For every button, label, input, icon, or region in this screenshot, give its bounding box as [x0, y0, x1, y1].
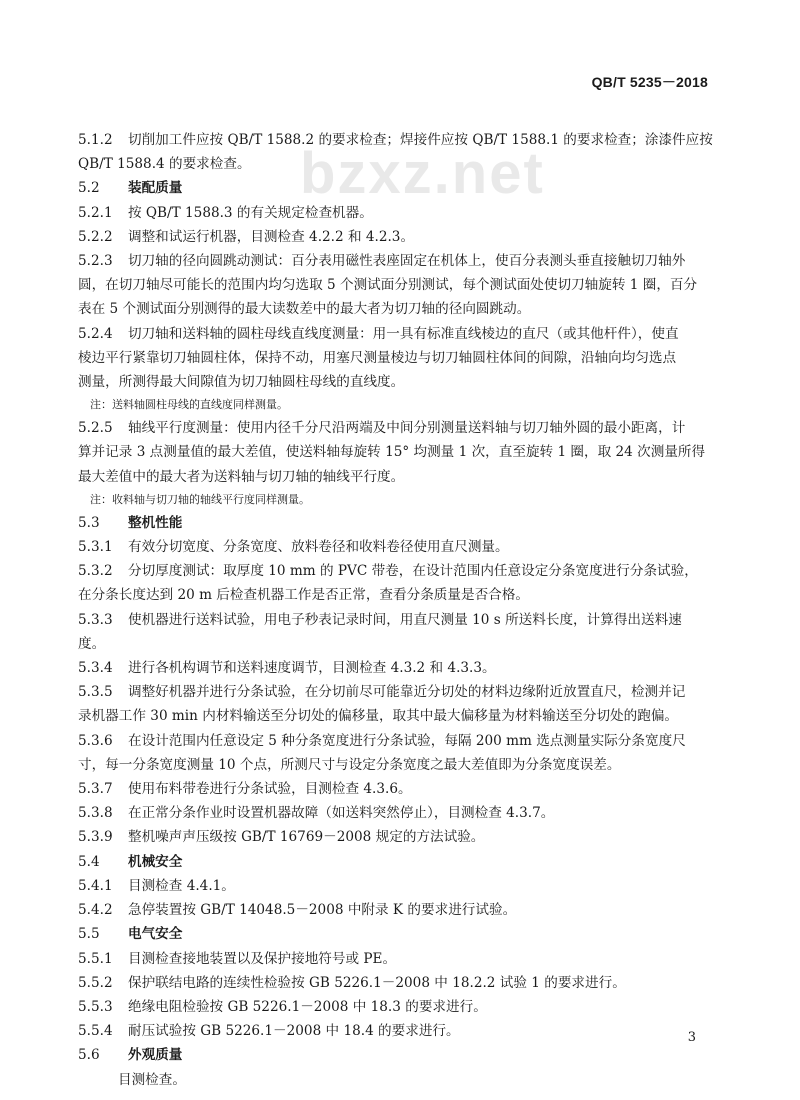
- text-line: [78, 874, 710, 898]
- clause-number: 5.3: [78, 514, 100, 531]
- clause-number: 5.3.1: [78, 539, 113, 556]
- clause-text: 耐压试验按 GB 5226.1－2008 中 18.4 的要求进行。: [128, 1023, 460, 1040]
- section-heading: [78, 1043, 710, 1067]
- text-line: [78, 128, 713, 152]
- text-line: [78, 201, 710, 225]
- section-heading: [78, 176, 710, 200]
- text-line: [78, 801, 710, 825]
- text-line: [78, 583, 710, 607]
- text-line: [78, 535, 710, 559]
- clause-text: 轴线平行度测量：使用内径千分尺沿两端及中间分别测量送料轴与切刀轴外圆的最小距离，计: [128, 420, 686, 437]
- clause-number: 5.3.4: [78, 660, 113, 677]
- text-line: [78, 947, 710, 971]
- standard-code: QB/T 5235－2018: [591, 74, 708, 90]
- clause-number: 5.5.4: [78, 1023, 113, 1040]
- clause-text: 度。: [78, 635, 106, 652]
- text-line: [78, 729, 710, 753]
- text-line: [78, 680, 710, 704]
- clause-number: 5.3.7: [78, 781, 113, 798]
- text-line: [78, 971, 710, 995]
- clause-text: 切削加工件应按 QB/T 1588.2 的要求检查；焊接件应按 QB/T 1588.1 的要求检查；涂漆件应按: [128, 132, 713, 148]
- text-line: [78, 777, 710, 801]
- clause-text: 使机器进行送料试验，用电子秒表记录时间，用直尺测量 10 s 所送料长度，计算得出送料速: [128, 611, 682, 628]
- text-line: [78, 898, 710, 922]
- clause-text: 电气安全: [128, 926, 183, 943]
- clause-number: 5.3.8: [78, 805, 113, 822]
- text-line: [78, 273, 710, 297]
- clause-text: 在设计范围内任意设定 5 种分条宽度进行分条试验，每隔 200 mm 选点测量实际分条宽度尺: [128, 732, 686, 749]
- clause-text: 棱边平行紧靠切刀轴圆柱体，保持不动，用塞尺测量棱边与切刀轴圆柱体间的间隙，沿轴向均匀选点: [78, 349, 677, 366]
- watermark: bzxz.net: [300, 141, 545, 206]
- clause-number: 5.2.4: [78, 325, 113, 342]
- clause-text: 绝缘电阻检验按 GB 5226.1－2008 中 18.3 的要求进行。: [128, 998, 487, 1015]
- text-line: [78, 297, 710, 321]
- clause-number: 5.2: [78, 180, 100, 197]
- text-line: [78, 249, 710, 273]
- text-line: [78, 704, 710, 728]
- text-line: [78, 825, 710, 849]
- clause-number: 5.5.1: [78, 950, 113, 967]
- clause-text: 整机性能: [128, 514, 183, 531]
- text-line: [78, 416, 710, 440]
- clause-text: 进行各机构调节和送料速度调节，目测检查 4.3.2 和 4.3.3。: [128, 660, 496, 677]
- clause-number: 5.5.3: [78, 998, 113, 1015]
- clause-number: 5.5.2: [78, 974, 113, 991]
- clause-text: 有效分切宽度、分条宽度、放料卷径和收料卷径使用直尺测量。: [128, 539, 509, 556]
- text-line: [78, 440, 710, 464]
- clause-number: 5.3.6: [78, 732, 113, 749]
- clause-text: 测量，所测得最大间隙值为切刀轴圆柱母线的直线度。: [78, 374, 405, 391]
- note-line: [78, 489, 710, 511]
- clause-number: 5.3.5: [78, 684, 113, 701]
- section-heading: [78, 850, 710, 874]
- text-line: [78, 656, 710, 680]
- clause-text: 使用布料带卷进行分条试验，目测检查 4.3.6。: [128, 781, 412, 798]
- clause-text: 目测检查。: [118, 1071, 186, 1088]
- clause-text: 装配质量: [128, 180, 183, 197]
- clause-text: 切刀轴和送料轴的圆柱母线直线度测量：用一具有标准直线棱边的直尺（或其他杆件），使直: [128, 325, 679, 342]
- clause-number: 5.3.9: [78, 829, 113, 846]
- clause-number: 5.1.2: [78, 132, 113, 148]
- clause-text: QB/T 1588.4 的要求检查。: [78, 156, 251, 173]
- clause-text: 外观质量: [128, 1047, 183, 1064]
- clause-text: 按 QB/T 1588.3 的有关规定检查机器。: [128, 204, 373, 221]
- clause-number: 5.5: [78, 926, 100, 943]
- clause-number: 5.4.2: [78, 902, 113, 919]
- text-line: [78, 632, 710, 656]
- clause-text: 急停装置按 GB/T 14048.5－2008 中附录 K 的要求进行试验。: [128, 902, 517, 919]
- clause-text: 寸，每一分条宽度测量 10 个点，所测尺寸与设定分条宽度之最大差值即为分条宽度误差。: [78, 756, 621, 773]
- text-line: [78, 225, 710, 249]
- text-line: [78, 370, 710, 394]
- clause-text: 整机噪声声压级按 GB/T 16769－2008 规定的方法试验。: [128, 829, 485, 846]
- clause-text: 表在 5 个测试面分别测得的最大读数差中的最大者为切刀轴的径向圆跳动。: [78, 301, 531, 318]
- clause-number: 5.3.2: [78, 563, 113, 580]
- page-number: 3: [687, 1030, 696, 1045]
- clause-number: 5.2.3: [78, 253, 113, 270]
- clause-text: 调整和试运行机器，目测检查 4.2.2 和 4.2.3。: [128, 228, 415, 245]
- clause-number: 5.4.1: [78, 877, 113, 894]
- clause-text: 圆，在切刀轴尽可能长的范围内均匀选取 5 个测试面分别测试，每个测试面处使切刀轴旋转 1 圈，百分: [78, 277, 698, 294]
- clause-number: 5.2.5: [78, 420, 113, 437]
- clause-number: 5.6: [78, 1047, 100, 1064]
- clause-text: 注：收料轴与切刀轴的轴线平行度同样测量。: [90, 492, 310, 506]
- clause-number: 5.4: [78, 853, 100, 870]
- clause-text: 目测检查接地装置以及保护接地符号或 PE。: [128, 950, 397, 967]
- clause-number: 5.2.1: [78, 204, 113, 221]
- clause-text: 录机器工作 30 min 内材料输送至分切处的偏移量，取其中最大偏移量为材料输送至分切处的跑偏。: [78, 708, 679, 725]
- clause-text: 保护联结电路的连续性检验按 GB 5226.1－2008 中 18.2.2 试验 1 的要求进行。: [128, 974, 626, 991]
- clause-number: 5.2.2: [78, 228, 113, 245]
- text-line: [78, 465, 710, 489]
- text-line: [78, 152, 710, 176]
- text-line: [78, 1019, 710, 1043]
- clause-text: 机械安全: [128, 853, 183, 870]
- document-body: [78, 128, 713, 1092]
- text-line: [78, 559, 710, 583]
- clause-number: 5.3.3: [78, 611, 113, 628]
- clause-text: 最大差值中的最大者为送料轴与切刀轴的轴线平行度。: [78, 468, 405, 485]
- text-line: [78, 608, 710, 632]
- clause-text: 目测检查 4.4.1。: [128, 877, 235, 894]
- clause-text: 分切厚度测试：取厚度 10 mm 的 PVC 带卷，在设计范围内任意设定分条宽度进行分条试验，: [128, 563, 698, 580]
- note-line: [78, 394, 710, 416]
- text-line: [78, 995, 710, 1019]
- clause-text: 在正常分条作业时设置机器故障（如送料突然停止），目测检查 4.3.7。: [128, 805, 555, 822]
- clause-text: 在分条长度达到 20 m 后检查机器工作是否正常，查看分条质量是否合格。: [78, 587, 529, 604]
- text-line: [78, 322, 710, 346]
- text-line: [78, 346, 710, 370]
- clause-text: 调整好机器并进行分条试验，在分切前尽可能靠近分切处的材料边缘附近放置直尺，检测并记: [128, 684, 686, 701]
- section-heading: [78, 511, 710, 535]
- clause-text: 注：送料轴圆柱母线的直线度同样测量。: [90, 398, 288, 412]
- section-heading: [78, 922, 710, 946]
- text-line: [78, 1068, 710, 1092]
- clause-text: 算并记录 3 点测量值的最大差值，使送料轴每旋转 15° 均测量 1 次，直至旋转 1 圈，取 24 次测量所得: [78, 444, 706, 461]
- clause-text: 切刀轴的径向圆跳动测试：百分表用磁性表座固定在机体上，使百分表测头垂直接触切刀轴外: [128, 253, 686, 270]
- text-line: [78, 753, 710, 777]
